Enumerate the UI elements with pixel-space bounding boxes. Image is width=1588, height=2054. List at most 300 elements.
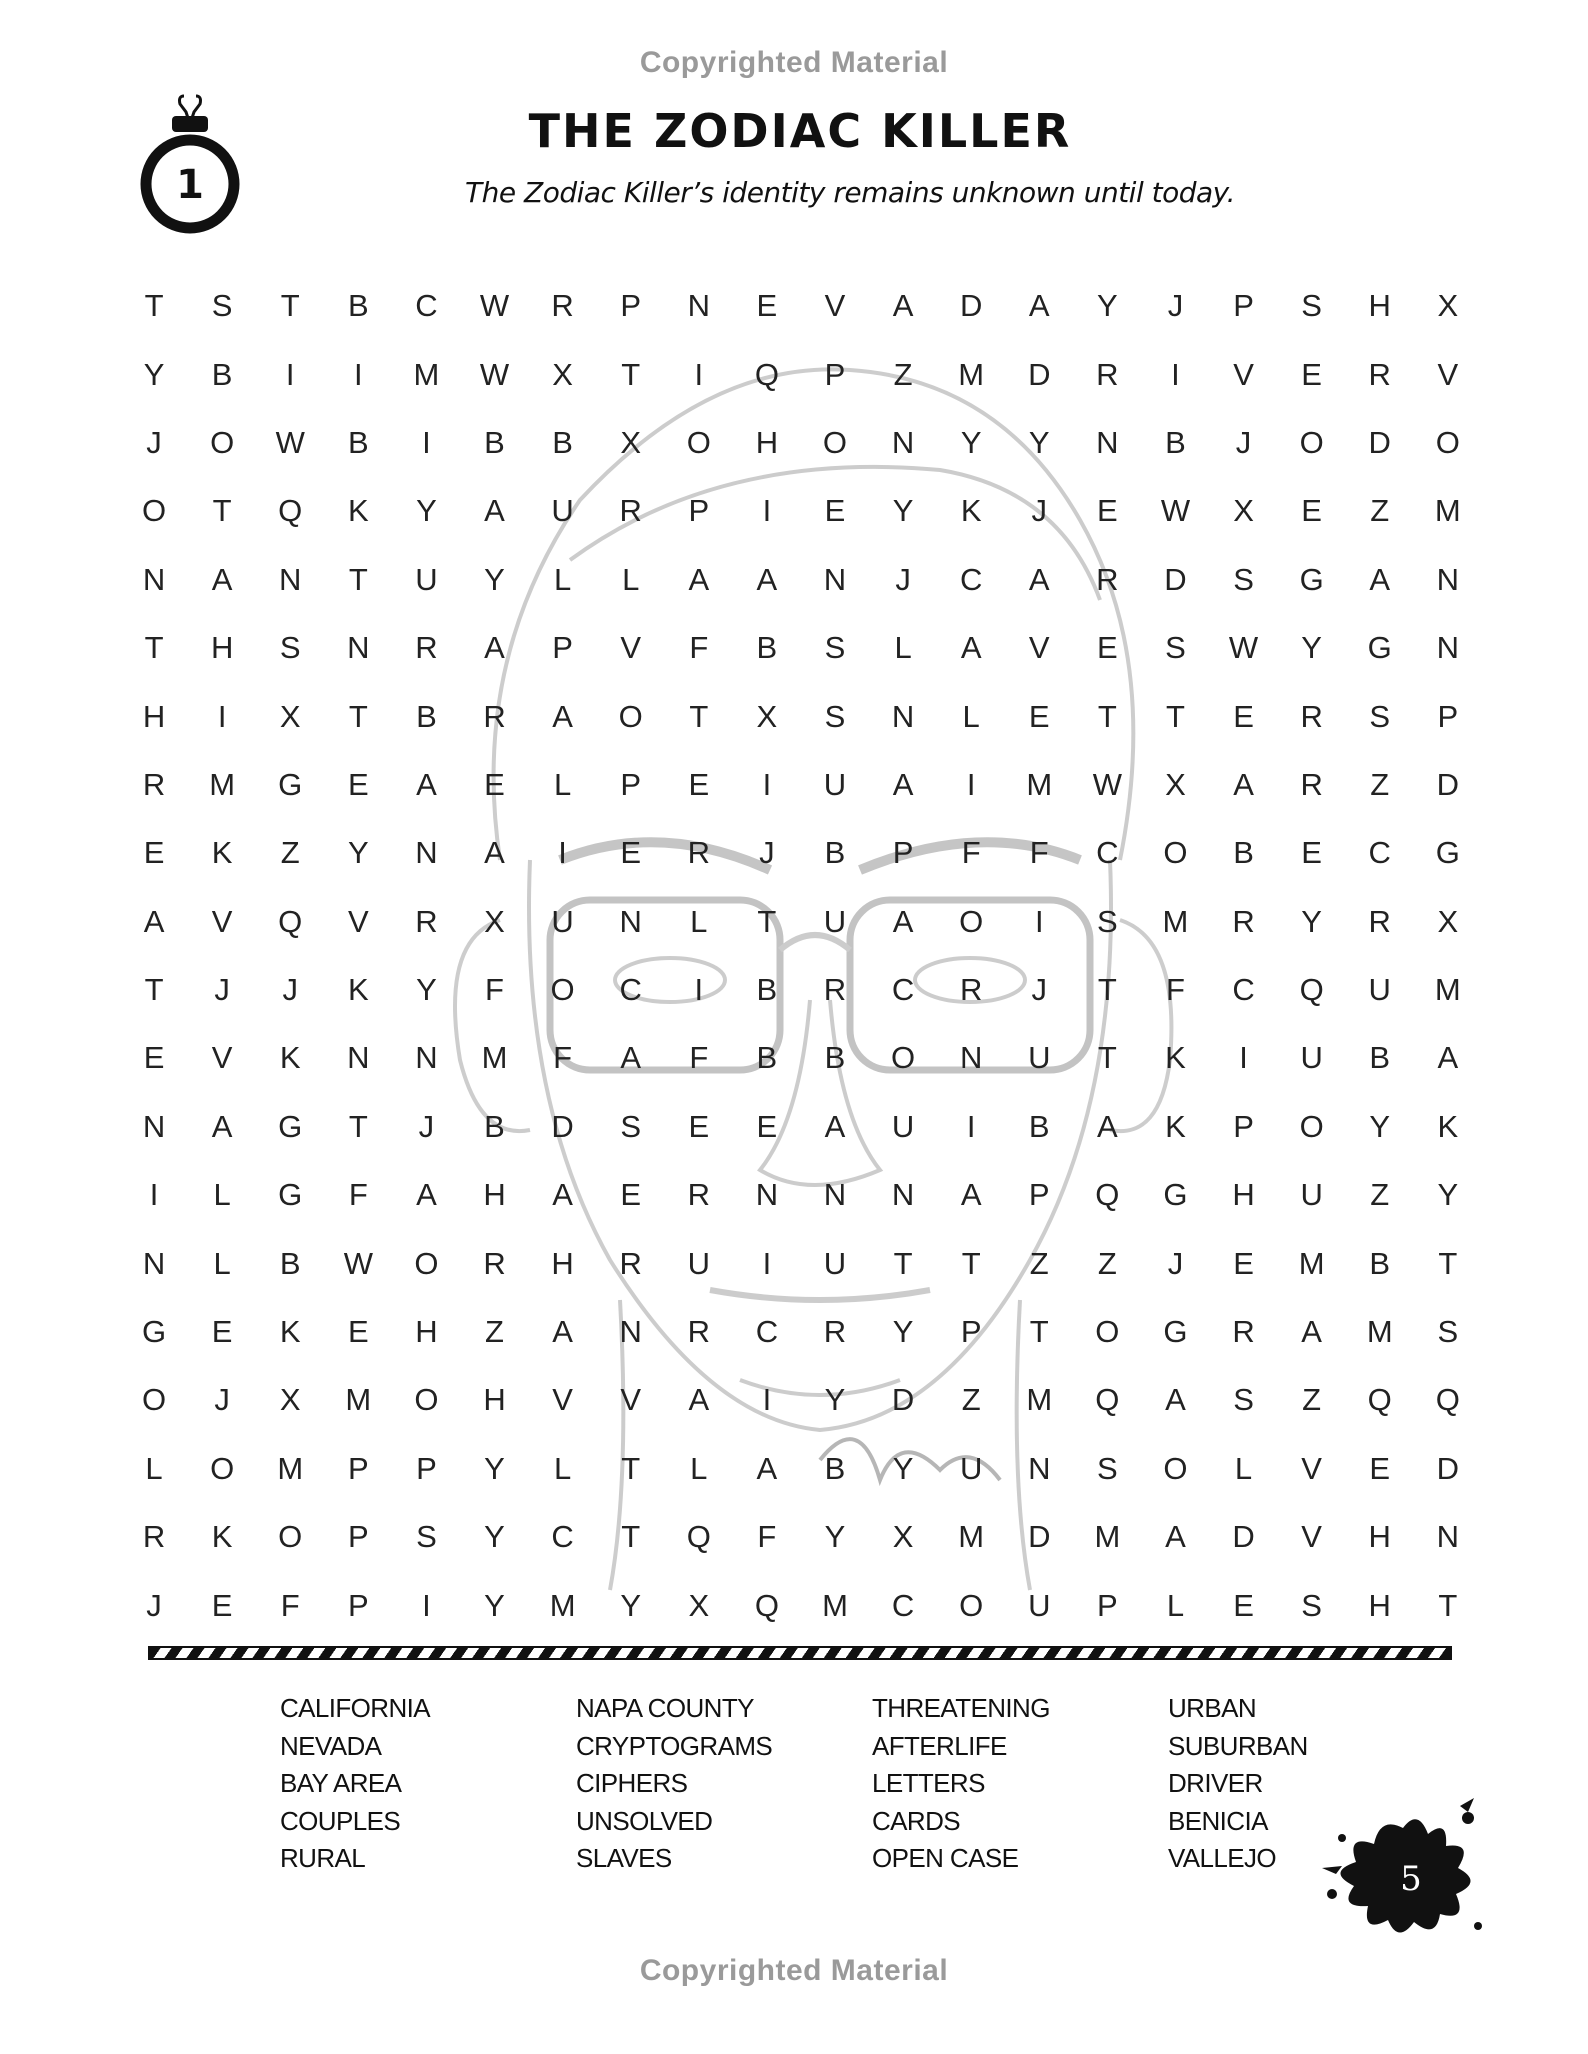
grid-letter: Y [892,1450,914,1486]
grid-letter: I [1171,356,1180,392]
grid-letter: F [1029,835,1049,871]
word-list-column-3 [872,1690,1050,1878]
grid-letter: O [414,1245,439,1281]
grid-letter: R [415,630,438,666]
grid-letter: E [143,835,165,871]
grid-letter: E [211,1587,233,1623]
grid-letter: V [347,903,369,939]
grid-letter: Z [1370,493,1390,529]
grid-letter: P [416,1450,437,1486]
grid-letter: E [688,1108,710,1144]
grid-letter: P [1097,1587,1118,1623]
grid-letter: A [1097,1108,1118,1144]
grid-letter: R [1368,903,1391,939]
grid-letter: Y [416,972,437,1008]
grid-letter: A [1165,1519,1186,1555]
grid-letter: R [1300,698,1323,734]
grid-letter: B [824,1450,846,1486]
grid-letter: M [481,1040,508,1076]
grid-letter: A [1301,1314,1322,1350]
grid-letter: Y [143,356,165,392]
grid-letter: L [1234,1450,1253,1486]
grid-letter: G [1299,561,1324,597]
grid-letter: X [484,903,505,939]
grid-letter: J [1031,493,1048,529]
grid-letter: P [824,356,846,392]
grid-letter: E [1028,698,1050,734]
grid-letter: S [1301,288,1322,324]
grid-letter: P [552,630,573,666]
grid-letter: F [1165,972,1185,1008]
grid-letter: M [345,1382,372,1418]
grid-letter: A [824,1108,846,1144]
grid-letter: B [1369,1040,1391,1076]
grid-letter: X [756,698,778,734]
grid-letter: L [962,698,980,734]
grid-letter: Z [1097,1245,1117,1281]
grid-letter: A [416,766,437,802]
page-title: THE ZODIAC KILLER [528,104,1072,158]
grid-letter: C [891,972,915,1008]
grid-letter: R [483,698,506,734]
grid-letter: R [687,1314,710,1350]
word-list-item: LETTERS [872,1768,985,1798]
grid-letter: V [211,903,233,939]
grid-letter: O [550,972,575,1008]
grid-letter: T [1029,1314,1049,1350]
grid-letter: P [620,766,642,802]
grid-letter: I [558,835,567,871]
grid-letter: N [1436,1519,1460,1555]
grid-letter: I [966,1108,976,1144]
grid-letter: C [891,1587,915,1623]
grid-letter: I [1239,1040,1248,1076]
grid-letter: H [483,1177,506,1213]
grid-letter: M [1298,1245,1325,1281]
grid-letter: R [415,903,438,939]
grid-letter: X [620,424,642,460]
grid-letter: I [762,493,772,529]
word-list-item: DRIVER [1168,1768,1263,1798]
grid-letter: K [347,972,369,1008]
grid-letter: A [1028,288,1050,324]
grid-letter: K [211,835,233,871]
word-list-item: THREATENING [872,1693,1050,1723]
grid-letter: U [891,1108,915,1144]
grid-letter: F [757,1519,777,1555]
grid-letter: J [146,1587,162,1623]
grid-letter: Y [484,1519,505,1555]
grid-letter: U [823,903,847,939]
grid-letter: X [1165,766,1186,802]
grid-letter: T [961,1245,981,1281]
grid-letter: N [619,903,642,939]
grid-letter: R [619,493,642,529]
grid-letter: L [553,766,572,802]
grid-letter: M [958,356,985,392]
word-list-item: NEVADA [280,1730,382,1761]
grid-letter: E [1301,835,1322,871]
grid-letter: O [822,424,848,460]
grid-letter: T [144,630,164,666]
grid-letter: M [1094,1519,1121,1555]
grid-letter: O [1435,424,1460,460]
grid-letter: T [893,1245,913,1281]
word-list-item: BAY AREA [280,1768,402,1798]
grid-letter: R [687,1177,710,1213]
grid-letter: L [553,561,572,597]
page-subtitle: The Zodiac Killer’s identity remains unknown until today. [465,176,1235,209]
grid-letter: A [552,1177,573,1213]
grid-letter: B [756,630,778,666]
grid-letter: T [348,1108,368,1144]
grid-letter: M [1434,493,1461,529]
grid-letter: O [1299,424,1324,460]
grid-letter: A [1165,1382,1186,1418]
puzzle-number: 1 [176,162,204,208]
grid-letter: W [343,1245,373,1281]
grid-letter: B [347,424,369,460]
grid-letter: T [1438,1587,1458,1623]
grid-letter: U [551,493,574,529]
grid-letter: N [891,1177,915,1213]
word-list-item: CARDS [872,1805,961,1836]
grid-letter: Z [1302,1382,1322,1418]
grid-letter: V [824,288,846,324]
grid-letter: B [211,356,233,392]
grid-letter: F [280,1587,300,1623]
grid-letter: I [762,1245,772,1281]
grid-letter: U [1028,1587,1051,1623]
grid-letter: Q [686,1519,711,1555]
grid-letter: R [1232,903,1255,939]
grid-letter: Y [824,1382,846,1418]
grid-letter: O [618,698,643,734]
grid-letter: I [966,766,976,802]
grid-letter: W [479,356,510,392]
grid-letter: E [1097,493,1118,529]
grid-letter: D [891,1382,915,1418]
grid-letter: O [1163,835,1188,871]
grid-letter: B [824,835,846,871]
grid-letter: W [1228,630,1259,666]
grid-letter: S [416,1519,437,1555]
grid-letter: K [1165,1040,1186,1076]
grid-letter: V [1437,356,1459,392]
grid-letter: U [687,1245,710,1281]
grid-letter: E [1097,630,1118,666]
grid-letter: L [553,1450,572,1486]
grid-letter: A [688,561,710,597]
grid-letter: E [1301,356,1322,392]
grid-letter: U [415,561,438,597]
grid-letter: Z [280,835,300,871]
grid-letter: N [1436,630,1460,666]
grid-letter: J [895,561,911,597]
grid-letter: N [959,1040,983,1076]
grid-letter: Y [1301,903,1322,939]
grid-letter: U [1368,972,1391,1008]
grid-letter: K [1165,1108,1186,1144]
grid-letter: O [686,424,711,460]
grid-letter: I [149,1177,159,1213]
grid-letter: S [824,630,846,666]
grid-letter: P [892,835,914,871]
grid-letter: O [278,1519,303,1555]
grid-letter: D [1232,1519,1255,1555]
grid-letter: E [620,835,642,871]
grid-letter: M [1434,972,1461,1008]
grid-letter: S [1301,1587,1322,1623]
grid-letter: N [823,561,847,597]
grid-letter: C [415,288,438,324]
grid-letter: D [1028,356,1051,392]
grid-letter: T [1438,1245,1458,1281]
copyright-notice-bottom: Copyrighted Material [639,1954,949,1987]
grid-letter: L [622,561,640,597]
grid-letter: J [759,835,775,871]
grid-letter: L [690,1450,708,1486]
grid-letter: Y [620,1587,642,1623]
hook-icon [180,96,201,118]
grid-letter: D [1028,1519,1051,1555]
grid-letter: S [1369,698,1391,734]
grid-letter: E [1233,698,1254,734]
grid-letter: N [347,630,370,666]
grid-letter: C [959,561,983,597]
word-list-item: UNSOLVED [576,1805,713,1836]
grid-letter: Y [960,424,982,460]
grid-letter: B [279,1245,301,1281]
grid-letter: W [1092,766,1122,802]
grid-letter: H [483,1382,506,1418]
grid-letter: T [689,698,709,734]
grid-letter: M [822,1587,848,1623]
grid-letter: E [211,1314,233,1350]
grid-letter: O [210,1450,235,1486]
grid-letter: A [1369,561,1391,597]
grid-letter: H [210,630,234,666]
grid-letter: F [689,1040,709,1076]
grid-letter: A [211,1108,233,1144]
grid-letter: T [212,493,232,529]
grid-letter: I [285,356,295,392]
grid-letter: C [551,1519,574,1555]
grid-letter: O [891,1040,916,1076]
grid-letter: F [348,1177,368,1213]
grid-letter: R [142,1519,166,1555]
grid-letter: V [620,1382,642,1418]
grid-letter: O [210,424,235,460]
grid-letter: Y [484,1587,505,1623]
grid-letter: E [756,1108,778,1144]
grid-letter: M [1162,903,1189,939]
grid-letter: I [422,424,431,460]
grid-letter: E [143,1040,165,1076]
grid-letter: L [894,630,912,666]
grid-letter: D [1368,424,1391,460]
grid-letter: J [214,972,230,1008]
grid-letter: K [279,1040,301,1076]
grid-letter: A [620,1040,642,1076]
grid-letter: A [1437,1040,1459,1076]
grid-letter: B [1028,1108,1050,1144]
grid-letter: S [279,630,301,666]
grid-letter: E [756,288,778,324]
grid-letter: Q [1435,1382,1460,1418]
grid-letter: A [960,1177,982,1213]
grid-letter: M [1026,766,1053,802]
grid-letter: N [142,561,166,597]
grid-letter: A [143,903,165,939]
grid-letter: Y [892,1314,914,1350]
grid-letter: M [549,1587,576,1623]
grid-letter: K [960,493,982,529]
grid-letter: E [484,766,505,802]
grid-letter: N [142,1245,166,1281]
grid-letter: P [688,493,710,529]
grid-letter: L [690,903,708,939]
grid-letter: Q [754,356,779,392]
grid-letter: I [422,1587,431,1623]
grid-letter: S [211,288,233,324]
grid-letter: E [1369,1450,1391,1486]
grid-letter: E [688,766,710,802]
grid-letter: I [694,356,704,392]
grid-letter: G [278,766,303,802]
grid-letter: G [141,1314,167,1350]
grid-letter: H [1368,1519,1391,1555]
grid-letter: A [484,493,505,529]
word-list-item: AFTERLIFE [872,1730,1007,1761]
grid-letter: N [1028,1450,1051,1486]
grid-letter: X [279,1382,301,1418]
grid-letter: I [762,766,772,802]
grid-letter: R [1096,561,1119,597]
grid-letter: P [1437,698,1459,734]
grid-letter: R [1232,1314,1255,1350]
grid-letter: V [1301,1519,1322,1555]
grid-letter: S [1097,1450,1118,1486]
grid-letter: D [1436,1450,1460,1486]
grid-letter: B [1369,1245,1391,1281]
grid-letter: B [484,424,505,460]
grid-letter: U [1028,1040,1051,1076]
grid-letter: C [755,1314,779,1350]
grid-letter: U [551,903,574,939]
grid-letter: I [762,1382,772,1418]
grid-letter: P [1233,288,1254,324]
grid-letter: T [144,972,164,1008]
grid-letter: G [1163,1314,1188,1350]
grid-letter: H [415,1314,438,1350]
grid-letter: A [892,766,914,802]
grid-letter: T [1097,1040,1117,1076]
grid-letter: V [1028,630,1050,666]
grid-letter: A [960,630,982,666]
grid-letter: B [416,698,437,734]
grid-letter: E [1233,1245,1254,1281]
grid-letter: A [1028,561,1050,597]
grid-letter: A [484,835,505,871]
grid-letter: E [824,493,846,529]
grid-letter: U [1300,1040,1323,1076]
grid-letter: C [1368,835,1391,871]
grid-letter: D [1164,561,1187,597]
grid-letter: V [211,1040,233,1076]
grid-letter: I [1034,903,1044,939]
grid-letter: X [688,1587,710,1623]
grid-letter: V [1301,1450,1322,1486]
word-list-column-1 [280,1690,430,1878]
grid-letter: H [1232,1177,1255,1213]
grid-letter: Z [1370,1177,1390,1213]
striped-divider [148,1646,1452,1660]
grid-letter: I [354,356,363,392]
grid-letter: I [694,972,704,1008]
grid-letter: W [479,288,510,324]
grid-letter: Y [892,493,914,529]
grid-letter: Z [485,1314,504,1350]
grid-letter: M [1366,1314,1393,1350]
grid-letter: R [1096,356,1119,392]
grid-letter: U [823,766,847,802]
grid-letter: O [414,1382,439,1418]
grid-letter: A [1233,766,1254,802]
grid-letter: G [1435,835,1460,871]
grid-letter: N [1096,424,1119,460]
grid-letter: N [142,1108,166,1144]
grid-letter: P [620,288,642,324]
grid-letter: T [621,356,641,392]
grid-letter: P [347,1450,369,1486]
grid-letter: J [1031,972,1048,1008]
grid-letter: O [141,493,167,529]
grid-letter: P [1028,1177,1050,1213]
grid-letter: P [1233,1108,1254,1144]
grid-letter: O [1163,1450,1188,1486]
grid-letter: O [1299,1108,1324,1144]
grid-letter: T [757,903,777,939]
grid-letter: G [278,1177,303,1213]
grid-letter: A [756,1450,778,1486]
grid-letter: C [1096,835,1119,871]
grid-letter: Q [1095,1382,1120,1418]
grid-letter: Q [278,903,303,939]
grid-letter: T [348,561,368,597]
grid-letter: A [688,1382,710,1418]
grid-letter: Y [484,1450,505,1486]
grid-letter: T [280,288,300,324]
grid-letter: Y [824,1519,846,1555]
grid-letter: D [1436,766,1460,802]
copyright-notice-top: Copyrighted Material [639,46,949,79]
grid-letter: Y [484,561,505,597]
grid-letter: A [416,1177,437,1213]
grid-letter: R [823,972,847,1008]
grid-letter: J [1167,288,1184,324]
grid-letter: R [823,1314,847,1350]
grid-letter: M [277,1450,304,1486]
handcuff-number-badge [138,92,242,248]
grid-letter: Q [1367,1382,1392,1418]
word-search-grid [120,272,1482,1640]
grid-letter: R [619,1245,642,1281]
grid-letter: Y [347,835,369,871]
word-list-item: COUPLES [280,1805,401,1836]
page-number: 5 [1400,1859,1422,1899]
grid-letter: S [824,698,846,734]
